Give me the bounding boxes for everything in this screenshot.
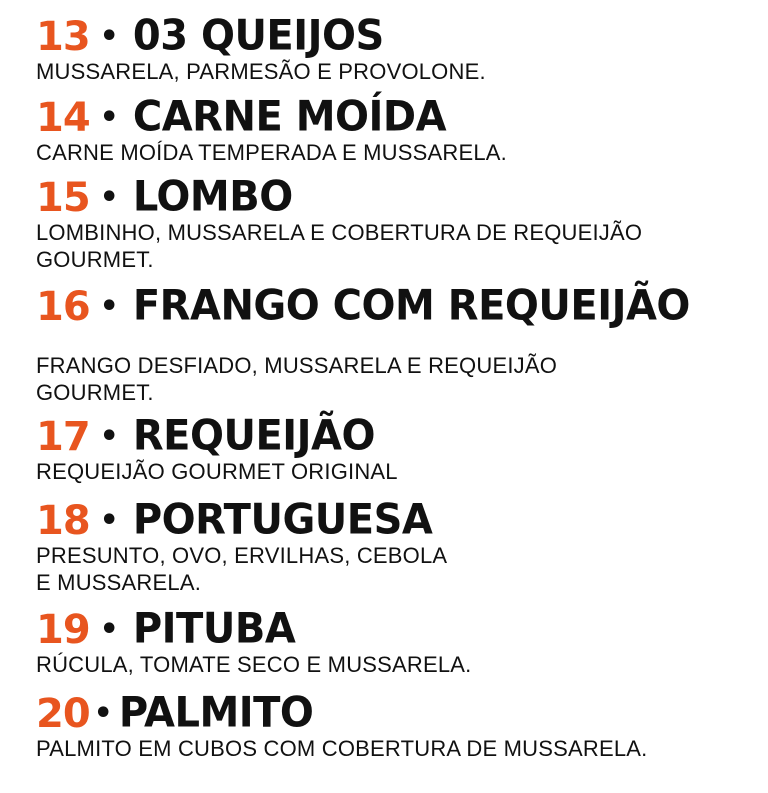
menu-item-pituba (36, 604, 472, 678)
item-number: 19 (36, 607, 90, 653)
item-description (36, 542, 447, 596)
item-number: 20 (36, 691, 90, 737)
item-number: 15 (36, 175, 90, 221)
description-line: LOMBINHO, MUSSARELA E COBERTURA DE REQUEIJÃO (36, 220, 643, 245)
item-number: 13 (36, 14, 90, 60)
bullet-separator: • (99, 19, 119, 54)
menu-item-title (36, 688, 647, 737)
item-number: 18 (36, 498, 90, 544)
menu-item-portuguesa (36, 495, 448, 596)
item-description (36, 58, 486, 85)
item-name: 03 QUEIJOS (132, 11, 384, 60)
bullet-separator: • (99, 612, 119, 647)
menu-item-lombo (36, 172, 643, 273)
item-name: PITUBA (132, 604, 296, 653)
menu-item-requeijao (36, 411, 398, 485)
description-line: PALMITO EM CUBOS COM COBERTURA DE MUSSARELA. (36, 736, 648, 761)
item-name: LOMBO (132, 172, 293, 221)
menu-item-title (36, 281, 690, 330)
menu-item-03-queijos (36, 11, 486, 85)
description-line: RÚCULA, TOMATE SECO E MUSSARELA. (36, 652, 472, 677)
bullet-separator: • (99, 503, 119, 538)
description-line: CARNE MOÍDA TEMPERADA E MUSSARELA. (36, 140, 507, 165)
description-line: MUSSARELA, PARMESÃO E PROVOLONE. (36, 59, 486, 84)
description-line: PRESUNTO, OVO, ERVILHAS, CEBOLA (36, 543, 448, 568)
item-description (36, 352, 690, 406)
bullet-separator: • (99, 419, 119, 454)
item-description (36, 458, 398, 485)
item-description (36, 139, 507, 166)
menu-item-frango-com-requeijao (36, 281, 690, 406)
bullet-separator: • (99, 180, 119, 215)
menu-item-title (36, 495, 447, 544)
item-number: 16 (36, 284, 90, 330)
item-name: REQUEIJÃO (132, 411, 376, 460)
item-number: 17 (36, 414, 90, 460)
item-description (36, 219, 642, 273)
bullet-separator: • (99, 100, 119, 135)
menu-item-title (36, 172, 642, 221)
item-name: FRANGO COM REQUEIJÃO (132, 281, 690, 330)
description-line: GOURMET. (36, 247, 154, 272)
menu-item-palmito (36, 688, 648, 762)
description-line: FRANGO DESFIADO, MUSSARELA E REQUEIJÃO (36, 353, 558, 378)
bullet-separator: • (93, 696, 113, 731)
bullet-separator: • (99, 289, 119, 324)
description-line: E MUSSARELA. (36, 570, 202, 595)
menu-item-title (36, 411, 398, 460)
item-number: 14 (36, 95, 90, 141)
menu-item-title (36, 11, 486, 60)
item-name: PORTUGUESA (132, 495, 433, 544)
item-name: CARNE MOÍDA (132, 92, 447, 141)
menu-item-title (36, 604, 472, 653)
item-description (36, 735, 647, 762)
item-name: PALMITO (118, 688, 314, 737)
description-line: GOURMET. (36, 380, 154, 405)
description-line: REQUEIJÃO GOURMET ORIGINAL (36, 459, 398, 484)
menu-item-title (36, 92, 507, 141)
item-description (36, 651, 472, 678)
menu-item-carne-moida (36, 92, 507, 166)
